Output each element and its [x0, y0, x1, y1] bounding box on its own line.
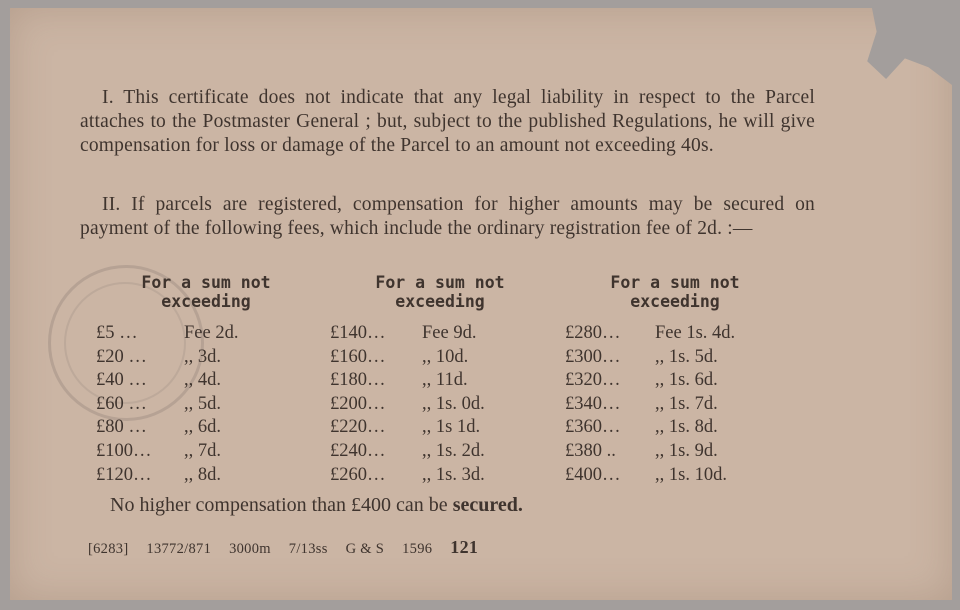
fee-row — [330, 440, 550, 464]
fee-row — [96, 464, 316, 488]
fee: ,, 7d. — [184, 440, 221, 461]
fee: ,, 1s. 0d. — [422, 393, 485, 414]
footer-form-number: 121 — [450, 537, 479, 557]
amount: £100… — [96, 440, 152, 461]
fee: Fee 9d. — [422, 323, 477, 343]
amount: £380 .. — [565, 440, 616, 461]
footer-printer-code: 1596 — [402, 541, 433, 557]
amount: £20 … — [96, 346, 147, 367]
print-footer — [88, 537, 492, 558]
fee: ,, 1s 1d. — [422, 417, 481, 438]
note-text: No higher compensation than £400 can be — [110, 494, 453, 516]
amount: £40 … — [96, 370, 147, 391]
fee-row — [330, 322, 550, 346]
fee: ,, 1s. 6d. — [655, 370, 718, 391]
fee: ,, 3d. — [184, 346, 221, 367]
fee: ,, 6d. — [184, 417, 221, 438]
fee: ,, 1s. 2d. — [422, 440, 485, 461]
column-heading: For a sum not exceeding — [375, 273, 505, 311]
fee: ,, 11d. — [422, 370, 468, 391]
fee: ,, 1s. 10d. — [655, 464, 727, 485]
amount: £360… — [565, 417, 621, 438]
amount: £340… — [565, 393, 621, 414]
fee-row — [565, 440, 785, 464]
fee-row — [330, 393, 550, 417]
fee-row — [330, 416, 550, 440]
fee-row — [565, 464, 785, 488]
amount: £5 … — [96, 323, 138, 343]
fee-row — [330, 369, 550, 393]
fee-column-3 — [565, 273, 785, 487]
amount: £160… — [330, 346, 386, 367]
fee: ,, 10d. — [422, 346, 469, 367]
fee-row — [96, 440, 316, 464]
fee: Fee 2d. — [184, 323, 239, 343]
registration-text: II. If parcels are registered, compensation for higher amounts may be secured on payment of the following fees, which include the ordinary registration fee of 2d. :— — [80, 194, 815, 239]
footer-quantity: 3000m — [229, 541, 271, 557]
column-heading: For a sum not exceeding — [141, 273, 271, 311]
amount: £180… — [330, 370, 386, 391]
amount: £400… — [565, 464, 621, 485]
fee: ,, 1s. 3d. — [422, 464, 485, 485]
amount: £300… — [565, 346, 621, 367]
footer-number: 13772/871 — [146, 541, 212, 557]
fee-row — [565, 346, 785, 370]
registration-paragraph — [80, 193, 815, 241]
fee: ,, 1s. 7d. — [655, 393, 718, 414]
amount: £200… — [330, 393, 386, 414]
amount: £120… — [96, 464, 152, 485]
fee-row — [565, 416, 785, 440]
fee-row — [565, 393, 785, 417]
amount: £260… — [330, 464, 386, 485]
fee-column-1 — [96, 273, 316, 487]
fee-row — [330, 464, 550, 488]
footer-code: [6283] — [88, 541, 129, 557]
footer-date: 7/13ss — [288, 541, 328, 557]
note-bold-text: secured. — [452, 494, 523, 516]
fee-column-2 — [330, 273, 550, 487]
fee-row — [565, 369, 785, 393]
fee-row — [330, 346, 550, 370]
fee: ,, 1s. 9d. — [655, 440, 718, 461]
fee-row — [96, 369, 316, 393]
amount: £60 … — [96, 393, 147, 414]
amount: £280… — [565, 323, 621, 343]
max-compensation-note — [110, 494, 523, 517]
fee: ,, 5d. — [184, 393, 221, 414]
fee-row — [96, 322, 316, 346]
amount: £80 … — [96, 417, 147, 438]
fee: ,, 1s. 5d. — [655, 346, 718, 367]
fee: ,, 8d. — [184, 464, 221, 485]
footer-printer: G & S — [345, 541, 385, 557]
liability-text: I. This certificate does not indicate that any legal liability in respect to the Parcel attaches to the Postmaster General ; but, subject to the published Regulations, he will give compensation for loss or damage of the Parcel to an amount not exceeding 40s. — [80, 87, 815, 156]
amount: £220… — [330, 417, 386, 438]
liability-paragraph — [80, 86, 815, 158]
fee-row — [96, 393, 316, 417]
fee-row — [565, 322, 785, 346]
fee-row — [96, 416, 316, 440]
amount: £320… — [565, 370, 621, 391]
amount: £240… — [330, 440, 386, 461]
fee-row — [96, 346, 316, 370]
fee: ,, 1s. 8d. — [655, 417, 718, 438]
column-heading: For a sum not exceeding — [610, 273, 740, 311]
fee: Fee 1s. 4d. — [655, 323, 736, 343]
amount: £140… — [330, 323, 386, 343]
fee: ,, 4d. — [184, 370, 221, 391]
